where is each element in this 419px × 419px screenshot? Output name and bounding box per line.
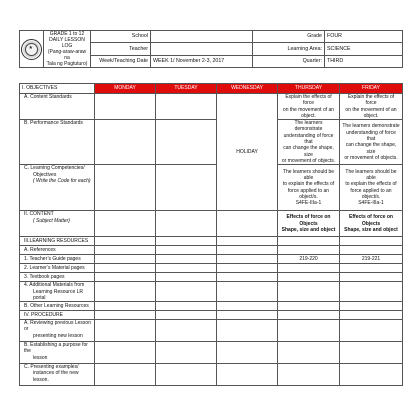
dll-title-cell xyxy=(44,31,91,68)
tg-row xyxy=(20,255,403,264)
additional-label: 4. Additional Materials from Learning Resource LR portal xyxy=(20,282,95,302)
cell-tue-content-standards[interactable] xyxy=(156,94,217,120)
day-thursday: THURSDAY xyxy=(278,84,340,94)
dll-local-2: Tala ng Pagtuturo) xyxy=(46,61,88,67)
additional-row xyxy=(20,282,403,302)
header-table xyxy=(19,30,403,68)
cell-fri-content-standards: Explain the effects of force on the movement of an object. xyxy=(340,94,403,120)
lm-label: 2. Learner’s Material pages xyxy=(20,264,95,273)
objectives-heading: I. OBJECTIVES xyxy=(20,84,95,94)
teacher-value[interactable] xyxy=(151,43,253,55)
review-label: A. Reviewing previous Lesson or presenting new lesson xyxy=(20,320,95,342)
seal-icon: ★ xyxy=(21,39,42,60)
holiday-label: HOLIDAY xyxy=(236,148,258,155)
cell-thu-content: Effects of force on Objects Shape, size and object xyxy=(278,211,340,237)
competencies-label: C. Learning Competencies/ Objectives ( Write the Code for each) xyxy=(20,165,95,211)
cell-tue-performance[interactable] xyxy=(156,120,217,165)
day-friday: FRIDAY xyxy=(340,84,403,94)
review-row xyxy=(20,320,403,342)
content-standards-row xyxy=(20,94,403,120)
cell-mon-tg[interactable] xyxy=(95,255,156,264)
school-label: School xyxy=(91,31,151,43)
cell-mon-content[interactable] xyxy=(95,211,156,237)
performance-standards-label: B. Performance Standards xyxy=(20,120,95,165)
quarter-value[interactable]: THIRD xyxy=(325,55,403,67)
cell-tue-content[interactable] xyxy=(156,211,217,237)
dll-title: DAILY LESSON LOG xyxy=(49,37,85,49)
performance-standards-row xyxy=(20,120,403,165)
cell-fri-tg: 219-221 xyxy=(340,255,403,264)
lm-row xyxy=(20,264,403,273)
grade-label: Grade xyxy=(253,31,325,43)
competencies-row xyxy=(20,165,403,211)
content-row xyxy=(20,211,403,237)
cell-fri-performance: The learners demonstrate understanding of force that can change the shape, size or movement of objects. xyxy=(340,120,403,165)
cell-thu-tg: 219-220 xyxy=(278,255,340,264)
examples-label: C. Presenting examples/ instances of the new lesson. xyxy=(20,364,95,386)
content-label: II. CONTENT ( Subject Matter) xyxy=(20,211,95,237)
cell-thu-competencies: The learners should be able to explain the effects of force applied to an object/s. S4FE-IIIa-1 xyxy=(278,165,340,211)
cell-tue-tg[interactable] xyxy=(156,255,217,264)
week-label: Week/Teaching Date xyxy=(91,55,151,67)
purpose-row xyxy=(20,342,403,364)
cell-fri-content: Effects of force on Objects Shape, size and object xyxy=(340,211,403,237)
deped-seal xyxy=(20,31,44,68)
area-label: Learning Area: xyxy=(253,43,325,55)
days-row xyxy=(20,84,403,94)
week-value[interactable]: WEEK 1/ November 2-3, 2017 xyxy=(151,55,253,67)
cell-mon-content-standards[interactable] xyxy=(95,94,156,120)
day-monday: MONDAY xyxy=(95,84,156,94)
tg-label: 1. Teacher’s Guide pages xyxy=(20,255,95,264)
other-resources-row xyxy=(20,302,403,311)
purpose-label: B. Establishing a purpose for the lesson xyxy=(20,342,95,364)
wednesday-holiday-cell xyxy=(217,94,278,211)
cell-mon-performance[interactable] xyxy=(95,120,156,165)
grade-range: GRADE 1 to 12 xyxy=(49,31,85,37)
examples-row xyxy=(20,364,403,386)
cell-thu-content-standards: Explain the effects of force on the movement of an object. xyxy=(278,94,340,120)
day-wednesday: WEDNESDAY xyxy=(217,84,278,94)
school-value[interactable] xyxy=(151,31,253,43)
textbook-label: 3. Textbook pages xyxy=(20,273,95,282)
references-label: A. References xyxy=(20,246,95,255)
cell-wed-tg[interactable] xyxy=(217,255,278,264)
area-value[interactable]: SCIENCE xyxy=(325,43,403,55)
textbook-row xyxy=(20,273,403,282)
references-row xyxy=(20,246,403,255)
cell-mon-competencies[interactable] xyxy=(95,165,156,211)
cell-fri-competencies: The learners should be able to explain the effects of force applied to an object/s. S4FE-IIIa-1 xyxy=(340,165,403,211)
teacher-label: Teacher xyxy=(91,43,151,55)
procedure-label: IV. PROCEDURE xyxy=(20,311,95,320)
quarter-label: Quarter: xyxy=(253,55,325,67)
lesson-grid xyxy=(19,83,403,386)
content-standards-label: A. Content Standards xyxy=(20,94,95,120)
cell-thu-performance: The learners demonstrate understanding of force that can change the shape, size or movement of objects. xyxy=(278,120,340,165)
cell-wed-content[interactable] xyxy=(217,211,278,237)
day-tuesday: TUESDAY xyxy=(156,84,217,94)
resources-row xyxy=(20,237,403,246)
cell-tue-competencies[interactable] xyxy=(156,165,217,211)
grade-value[interactable]: FOUR xyxy=(325,31,403,43)
procedure-row xyxy=(20,311,403,320)
other-resources-label: B. Other Learning Resources xyxy=(20,302,95,311)
resources-label: III.LEARNING RESOURCES xyxy=(20,237,95,246)
dll-local-1: (Pang-araw-araw na xyxy=(47,49,87,61)
